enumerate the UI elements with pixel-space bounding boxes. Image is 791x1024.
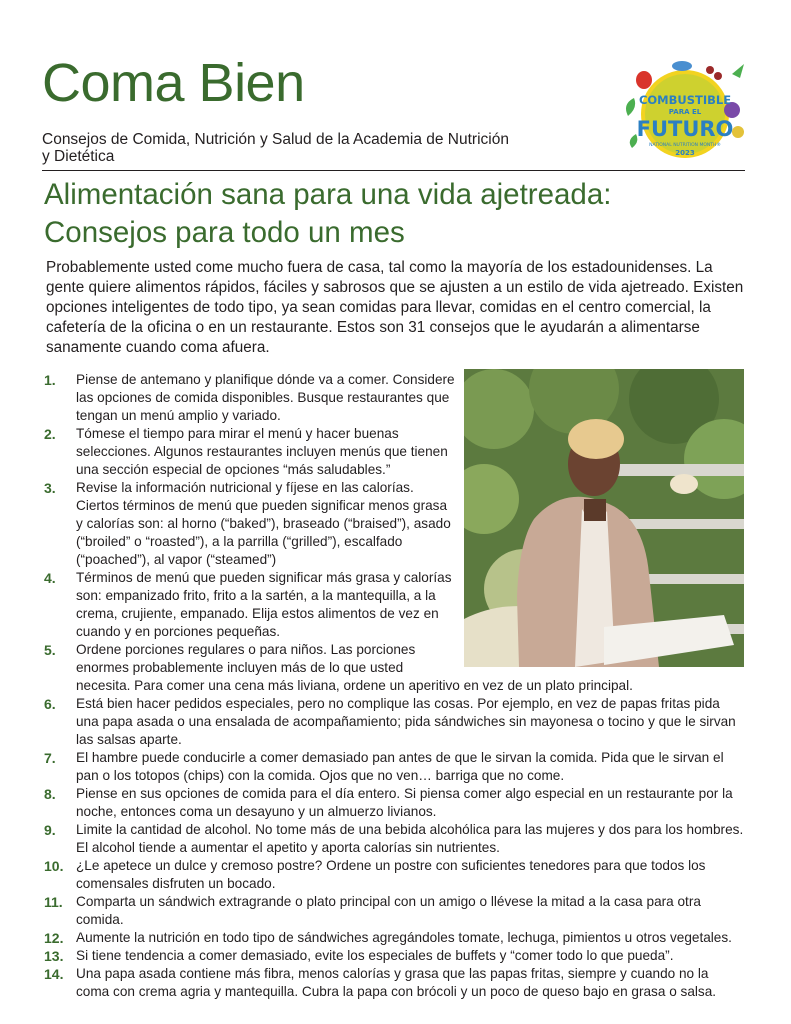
logo-line2: PARA EL [668,108,702,116]
intro-paragraph: Probablemente usted come mucho fuera de casa, tal como la mayoría de los estadounidenses. La gente quiere alimentos rápidos, fáciles y sabrosos que se ajusten a un estilo de vida ajetreado. Existen opciones inteligentes de todo tipo, ya sean comidas para llevar, comidas en el centro comercial, la cafetería de la oficina o en un restaurante. Estos son 31 consejos que le ayudarán a alimentarse sanamente cuando coma afuera. [46,259,744,356]
tip-number: 8. [44,786,56,802]
tip-text: El hambre puede conducirle a comer demasiado pan antes de que le sirvan la comida. Pida que le sirvan el pan o los totopos (chips) con la comida. Ojos que no ven… barriga que no come. [76,750,724,783]
tip-text: ¿Le apetece un dulce y cremoso postre? Ordene un postre con suficientes tenedores para que todos los comensales disfruten un bocado. [76,858,706,891]
tip-number: 13. [44,948,64,964]
list-item [44,425,744,479]
brand-title: Coma Bien [42,53,305,113]
article-title [44,176,744,252]
article-title-line1: Alimentación sana para una vida ajetreada: [44,178,612,211]
tip-number: 5. [44,642,56,658]
list-item [44,821,744,857]
tip-number: 10. [44,858,64,874]
list-item [44,479,744,569]
tip-number: 11. [44,894,63,910]
list-item [44,965,744,1001]
tip-text-part1: Ordene porciones regulares o para niños. Las porciones enormes probablemente incluyen más de lo que usted [76,642,416,675]
tip-number: 6. [44,696,56,712]
tip-number: 7. [44,750,56,766]
tip-number: 3. [44,480,56,496]
tip-number: 14. [44,966,64,982]
tips-list [44,371,744,1001]
tip-text: Piense de antemano y planifique dónde va a comer. Considere las opciones de comida disponibles. Busque restaurantes que tengan un menú amplio y variado. [76,372,455,423]
tip-text: Términos de menú que pueden significar más grasa y calorías son: empanizado frito, frito a la sartén, a la mantequilla, a la crema, crujiente, empanado. Elija estos alimentos de vez en cuando y en porciones pequeñas. [76,570,452,639]
tip-text: Si tiene tendencia a comer demasiado, evite los especiales de buffets y “comer todo lo que pueda”. [76,948,674,963]
brand-subtitle: Consejos de Comida, Nutrición y Salud de la Academia de Nutrición y Dietética [42,131,509,165]
list-item [44,785,744,821]
list-item [44,569,744,641]
logo-line1: COMBUSTIBLE [638,93,732,107]
logo-line4: NATIONAL NUTRITION MONTH® [649,143,721,148]
tip-number: 12. [44,930,64,946]
logo-year: 2023 [675,149,695,157]
tip-text: Limite la cantidad de alcohol. No tome más de una bebida alcohólica para las mujeres y dos para los hombres. El alcohol tiende a aumentar el apetito y aporta calorías sin nutrientes. [76,822,744,855]
tip-number: 1. [44,372,56,388]
list-item [44,929,744,947]
logo-line3: FUTURO [636,117,734,141]
list-item [44,695,744,749]
header-divider [42,170,745,171]
tip-number: 4. [44,570,56,586]
tip-number: 9. [44,822,56,838]
tip-text [76,641,744,695]
list-item [44,947,744,965]
list-item [44,371,744,425]
tip-text: Tómese el tiempo para mirar el menú y hacer buenas selecciones. Algunos restaurantes incluyen menús que tienen una sección especial de opciones “más saludables.” [76,426,448,477]
tip-text: Comparta un sándwich extragrande o plato principal con un amigo o llévese la mitad a la casa para otra comida. [76,894,701,927]
tip-text: Está bien hacer pedidos especiales, pero no complique las cosas. Por ejemplo, en vez de papas fritas pida una papa asada o una ensalada de acompañamiento; pida sándwiches sin mayonesa o tocino y que le sirvan las salsas aparte. [76,696,736,747]
tip-text: Aumente la nutrición en todo tipo de sándwiches agregándoles tomate, lechuga, pimientos u otros vegetales. [76,930,732,945]
tip-text: Una papa asada contiene más fibra, menos calorías y grasa que las papas fritas, siempre y cuando no la coma con crema agria y mantequilla. Cubra la papa con brócoli y un poco de queso bajo en grasa o salsa. [76,966,717,999]
list-item [44,641,744,695]
tip-text: Piense en sus opciones de comida para el día entero. Si piensa comer algo especial en un restaurante por la noche, entonces coma un desayuno y un almuerzo livianos. [76,786,733,819]
combustible-logo [620,52,750,170]
tip-text: Revise la información nutricional y fíjese en las calorías. Ciertos términos de menú que pueden significar menos grasa y calorías son: al horno (“baked”), braseado (“braised”), asado (“broiled” o “roasted”), a la parrilla (“grilled”), escalfado (“poached”), al vapor (“steamed”) [76,480,451,567]
tip-text-part2: necesita. Para comer una cena más liviana, ordene un aperitivo en vez de un plato principal. [76,678,633,693]
list-item [44,857,744,893]
list-item [44,749,744,785]
tip-number: 2. [44,426,56,442]
article-title-line2: Consejos para todo un mes [44,216,405,249]
list-item [44,893,744,929]
